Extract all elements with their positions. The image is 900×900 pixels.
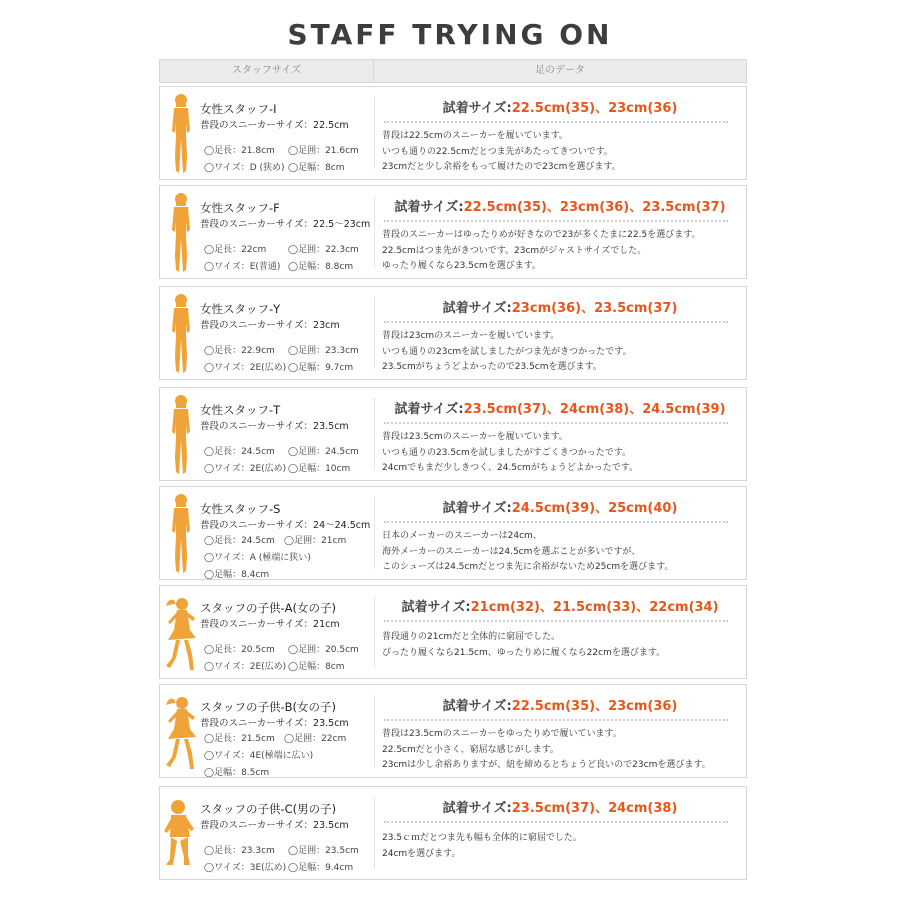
comment-line: 普段のスニーカーはゆったりめが好きなので23が多くたまに22.5を選びます。: [382, 230, 701, 240]
foot-length: ◯足長：23.3cm: [204, 846, 275, 856]
comment-line: いつも通りの22.5cmだとつま先があたってきついです。: [382, 146, 613, 157]
trial-size: [374, 97, 746, 116]
foot-length: ◯足長：20.5cm: [204, 645, 275, 655]
trial-size: [374, 497, 746, 516]
woman-figure-icon: [168, 493, 194, 575]
staff-name: 女性スタッフ-I: [200, 102, 277, 116]
comment-block: [382, 329, 631, 376]
trial-value: 23.5cm(37)、24cm(38): [511, 801, 678, 816]
trial-label: 試着サイズ:: [394, 402, 464, 417]
foot-girth: ◯足囲：20.5cm: [288, 645, 359, 655]
foot-girth: ◯足囲：21cm: [284, 536, 347, 546]
trial-size: [374, 695, 746, 714]
child-figure-icon: [162, 695, 188, 773]
foot-width: ◯足幅：9.4cm: [288, 863, 354, 873]
comment-block: [382, 831, 582, 862]
trial-label: 試着サイズ:: [401, 600, 471, 615]
comment-line: 23cmだと少し余裕をもって履けたので23cmを選びます。: [382, 162, 621, 172]
foot-girth: ◯足囲：22cm: [284, 734, 347, 744]
usual-size: 普段のスニーカーサイズ：23.5cm: [200, 718, 349, 729]
foot-length: ◯足長：24.5cm: [204, 536, 275, 546]
comment-block: [382, 228, 701, 275]
foot-length: ◯足長：22cm: [204, 245, 267, 255]
foot-wise: ◯ワイズ：4E(極端に広い): [204, 751, 314, 761]
foot-width: ◯足幅：10cm: [288, 464, 351, 474]
child-figure-icon: [162, 797, 188, 875]
comment-line: 普段は23.5cmのスニーカーを履いています。: [382, 432, 568, 442]
staff-name: 女性スタッフ-Y: [200, 302, 281, 316]
foot-girth: ◯足囲：24.5cm: [288, 447, 359, 457]
staff-row: [159, 786, 747, 880]
foot-girth: ◯足囲：23.3cm: [288, 346, 359, 356]
dotted-divider: [384, 220, 728, 222]
trial-label: 試着サイズ:: [442, 699, 512, 714]
foot-width: ◯足幅：8cm: [288, 163, 345, 173]
comment-block: [382, 630, 665, 661]
staff-row: [159, 185, 747, 279]
staff-row: [159, 585, 747, 679]
staff-name: 女性スタッフ-S: [200, 502, 281, 516]
trial-value: 24.5cm(39)、25cm(40): [511, 501, 678, 516]
foot-width: ◯足幅：8cm: [288, 662, 345, 672]
comment-block: [382, 727, 711, 774]
foot-wise: ◯ワイズ：2E(広め): [204, 662, 287, 672]
comment-line: ゆったり履くなら23.5cmを選びます。: [382, 261, 541, 271]
trial-value: 23cm(36)、23.5cm(37): [511, 301, 678, 316]
foot-width: ◯足幅：8.4cm: [204, 570, 270, 580]
foot-width: ◯足幅：9.7cm: [288, 363, 354, 373]
comment-line: 24cmでもまだ少しきつく、24.5cmがちょうどよかったです。: [382, 463, 639, 473]
trial-label: 試着サイズ:: [442, 101, 512, 116]
trial-size: [374, 596, 746, 615]
foot-wise: ◯ワイズ：2E(広め): [204, 464, 287, 474]
woman-figure-icon: [168, 394, 194, 476]
dotted-divider: [384, 821, 728, 823]
foot-length: ◯足長：24.5cm: [204, 447, 275, 457]
usual-size: 普段のスニーカーサイズ：24〜24.5cm: [200, 520, 371, 531]
dotted-divider: [384, 620, 728, 622]
usual-size: 普段のスニーカーサイズ：21cm: [200, 619, 340, 630]
table-header: [159, 59, 747, 83]
woman-figure-icon: [168, 293, 194, 375]
staff-row: [159, 86, 747, 180]
comment-line: 普段は23.5cmのスニーカーをゆったりめで履いています。: [382, 729, 622, 739]
foot-wise: ◯ワイズ：3E(広め): [204, 863, 287, 873]
comment-block: [382, 529, 673, 576]
staff-row: [159, 486, 747, 580]
staff-name: 女性スタッフ-T: [200, 403, 281, 417]
foot-wise: ◯ワイズ：E(普通): [204, 262, 281, 272]
woman-figure-icon: [168, 93, 194, 175]
staff-row: [159, 286, 747, 380]
usual-size: 普段のスニーカーサイズ：23.5cm: [200, 820, 349, 831]
comment-line: 海外メーカーのスニーカーは24.5cmを選ぶことが多いですが、: [382, 546, 641, 557]
foot-girth: ◯足囲：21.6cm: [288, 146, 359, 156]
comment-line: 22.5cmはつま先がきついです。23cmがジャストサイズでした。: [382, 245, 647, 256]
staff-name: スタッフの子供-B(女の子): [200, 700, 337, 714]
comment-line: 23.5ｃｍだとつま先も幅も全体的に窮屈でした。: [382, 833, 582, 843]
trial-size: [374, 398, 746, 417]
comment-block: [382, 430, 638, 477]
usual-size: 普段のスニーカーサイズ：22.5cm: [200, 120, 349, 131]
trial-size: [374, 196, 746, 215]
dotted-divider: [384, 521, 728, 523]
trial-label: 試着サイズ:: [442, 801, 512, 816]
staff-row: [159, 387, 747, 481]
foot-length: ◯足長：21.8cm: [204, 146, 275, 156]
foot-wise: ◯ワイズ：A (極端に狭い): [204, 553, 311, 563]
foot-length: ◯足長：21.5cm: [204, 734, 275, 744]
staff-name: スタッフの子供-C(男の子): [200, 802, 337, 816]
foot-wise: ◯ワイズ：2E(広め): [204, 363, 287, 373]
trial-value: 23.5cm(37)、24cm(38)、24.5cm(39): [463, 402, 726, 417]
foot-width: ◯足幅：8.5cm: [204, 768, 270, 778]
comment-block: [382, 129, 621, 176]
staff-name: スタッフの子供-A(女の子): [200, 601, 336, 615]
trial-value: 22.5cm(35)、23cm(36): [511, 699, 678, 714]
foot-girth: ◯足囲：22.3cm: [288, 245, 359, 255]
foot-girth: ◯足囲：23.5cm: [288, 846, 359, 856]
staff-name: 女性スタッフ-F: [200, 201, 280, 215]
dotted-divider: [384, 321, 728, 323]
trial-size: [374, 797, 746, 816]
staff-row: [159, 684, 747, 778]
trial-value: 22.5cm(35)、23cm(36): [511, 101, 678, 116]
dotted-divider: [384, 719, 728, 721]
foot-length: ◯足長：22.9cm: [204, 346, 275, 356]
header-staff-size: スタッフサイズ: [160, 60, 374, 82]
comment-line: 普段は23cmのスニーカーを履いています。: [382, 331, 560, 341]
comment-line: いつも通りの23.5cmを試しましたがすごくきつかったです。: [382, 447, 632, 458]
trial-value: 22.5cm(35)、23cm(36)、23.5cm(37): [463, 200, 726, 215]
comment-line: 22.5cmだと小さく、窮屈な感じがします。: [382, 744, 559, 755]
comment-line: いつも通りの23cmを試しましたがつま先がきつかったです。: [382, 346, 632, 357]
trial-label: 試着サイズ:: [394, 200, 464, 215]
comment-line: 普段は22.5cmのスニーカーを履いています。: [382, 131, 568, 141]
comment-line: 日本のメーカーのスニーカーは24cm、: [382, 531, 542, 541]
foot-width: ◯足幅：8.8cm: [288, 262, 354, 272]
child-figure-icon: [162, 596, 188, 674]
comment-line: 23.5cmがちょうどよかったので23.5cmを選びます。: [382, 362, 602, 372]
usual-size: 普段のスニーカーサイズ：23cm: [200, 320, 340, 331]
foot-wise: ◯ワイズ：D (狭め): [204, 163, 285, 173]
dotted-divider: [384, 422, 728, 424]
trial-value: 21cm(32)、21.5cm(33)、22cm(34): [470, 600, 719, 615]
trial-size: [374, 297, 746, 316]
dotted-divider: [384, 121, 728, 123]
comment-line: 24cmを選びます。: [382, 848, 461, 859]
trial-label: 試着サイズ:: [442, 301, 512, 316]
usual-size: 普段のスニーカーサイズ：22.5〜23cm: [200, 219, 371, 230]
comment-line: 23cmは少し余裕ありますが、紐を締めるとちょうど良いので23cmを選びます。: [382, 760, 711, 770]
usual-size: 普段のスニーカーサイズ：23.5cm: [200, 421, 349, 432]
woman-figure-icon: [168, 192, 194, 274]
comment-line: 普段通りの21cmだと全体的に窮屈でした。: [382, 632, 561, 642]
trial-label: 試着サイズ:: [442, 501, 512, 516]
page-title: STAFF TRYING ON: [287, 18, 613, 51]
comment-line: ぴったり履くなら21.5cm、ゆったりめに履くなら22cmを選びます。: [382, 647, 666, 658]
comment-line: このシューズは24.5cmだとつま先に余裕がないため25cmを選びます。: [382, 562, 674, 572]
header-foot-data: 足のデータ: [535, 65, 585, 76]
